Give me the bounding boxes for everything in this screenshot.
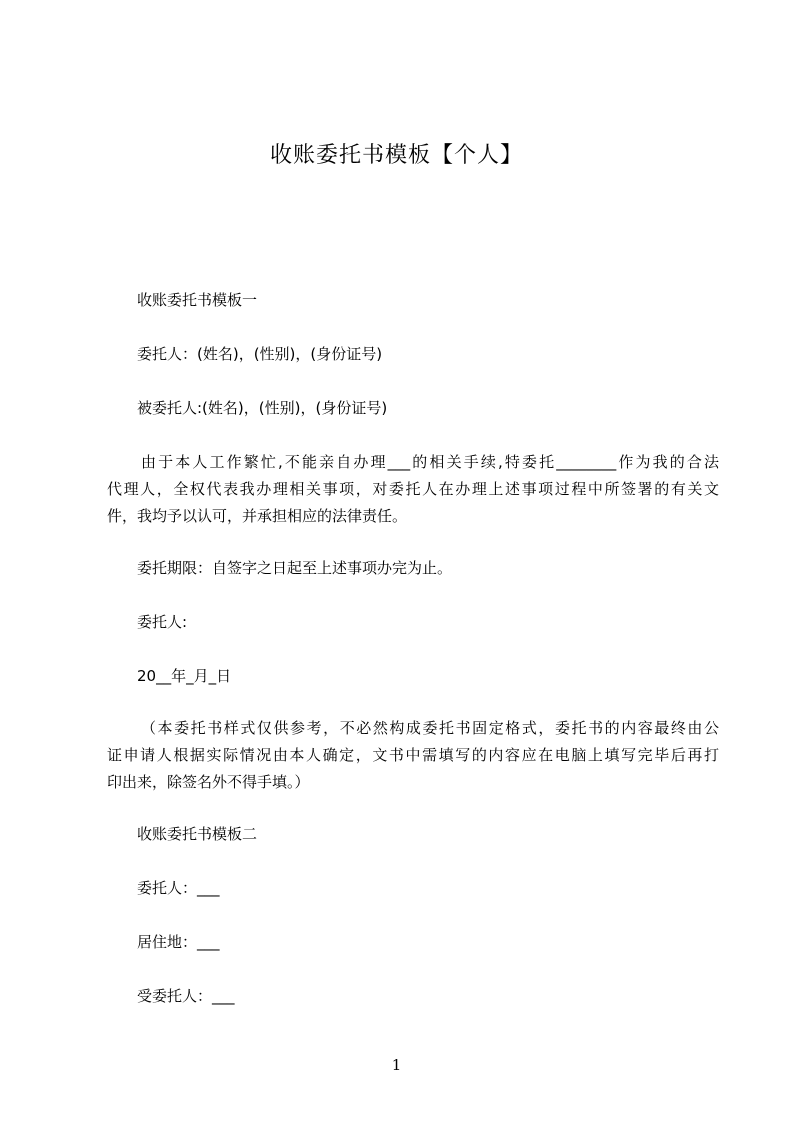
note-paragraph	[107, 715, 719, 796]
residence-line: 居住地：___	[137, 933, 220, 951]
agent-line: 受委托人：___	[137, 987, 235, 1005]
authorization-paragraph	[107, 449, 719, 530]
page-number: 1	[391, 1056, 402, 1074]
paragraph-line: 代理人，全权代表我办理相关事项，对委托人在办理上述事项过程中所签署的有关文	[107, 480, 719, 498]
principal-line: 委托人：___	[137, 879, 220, 897]
term-line: 委托期限：自签字之日起至上述事项办完为止。	[137, 559, 453, 577]
paragraph-line: 证申请人根据实际情况由本人确定，文书中需填写的内容应在电脑上填写完毕后再打	[107, 746, 719, 764]
agent-line: 被委托人:(姓名)，(性别)，(身份证号)	[137, 399, 388, 417]
template-one-heading: 收账委托书模板一	[137, 291, 258, 309]
template-two-heading: 收账委托书模板二	[137, 825, 258, 843]
paragraph-line: 由于本人工作繁忙,不能亲自办理___的相关手续,特委托________作为我的合法	[141, 453, 719, 471]
principal-line: 委托人：(姓名)，(性别)，(身份证号)	[137, 345, 383, 363]
paragraph-line: 件，我均予以认可，并承担相应的法律责任。	[107, 507, 408, 525]
paragraph-line: 印出来，除签名外不得手填。）	[107, 773, 310, 791]
document-title: 收账委托书模板【个人】	[269, 143, 523, 168]
signature-line: 委托人:	[137, 613, 188, 631]
paragraph-line: （本委托书样式仅供参考，不必然构成委托书固定格式，委托书的内容最终由公	[141, 719, 719, 737]
date-line: 20__年_月_日	[137, 667, 232, 685]
